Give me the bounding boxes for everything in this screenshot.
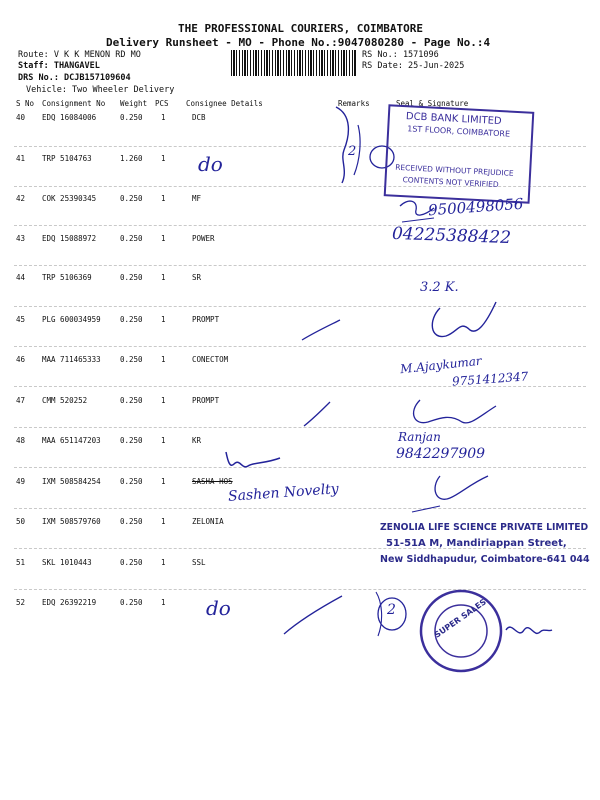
cell-pcs: 1 [161, 355, 166, 364]
signature [300, 300, 500, 350]
cell-weight: 0.250 [120, 598, 143, 607]
handwritten-phone: 9751412347 [451, 369, 529, 389]
cell-sno: 40 [16, 113, 26, 122]
stamp-line: DCB BANK LIMITED [405, 111, 502, 128]
col-consignee: Consignee Details [186, 99, 263, 108]
table-row [0, 273, 600, 283]
cell-sno: 49 [16, 477, 26, 486]
cell-consignee: DCB [192, 113, 206, 122]
zelonia-stamp-line: ZENOLIA LIFE SCIENCE PRIVATE LIMITED [380, 522, 589, 533]
handwritten-name: Ranjan [398, 430, 441, 444]
cell-sno: 46 [16, 355, 26, 364]
signature [224, 444, 284, 472]
cell-sno: 50 [16, 517, 26, 526]
row-divider [14, 265, 586, 266]
cell-pcs: 1 [161, 558, 166, 567]
row-divider [14, 225, 586, 226]
cell-sno: 52 [16, 598, 26, 607]
cell-pcs: 1 [161, 154, 166, 163]
handwritten-name: M.Ajaykumar [399, 353, 483, 377]
cell-consignee: SR [192, 273, 202, 282]
dcb-bank-stamp [384, 104, 535, 204]
cell-pcs: 1 [161, 477, 166, 486]
cell-weight: 0.250 [120, 315, 143, 324]
cell-weight: 0.250 [120, 113, 143, 122]
col-consignment: Consignment No [42, 99, 106, 108]
cell-consignee: PROMPT [192, 315, 220, 324]
cell-consignment: EDQ 26392219 [42, 598, 97, 607]
cell-sno: 45 [16, 315, 26, 324]
cell-pcs: 1 [161, 194, 166, 203]
route-label: Route: V K K MENON RD MO [18, 50, 141, 60]
cell-consignee: CONECTOM [192, 355, 229, 364]
cell-sno: 47 [16, 396, 26, 405]
col-seal: Seal & Signature [396, 99, 469, 108]
col-remarks: Remarks [338, 99, 370, 108]
cell-consignee: POWER [192, 234, 215, 243]
cell-consignee: PROMPT [192, 396, 220, 405]
company-title: THE PROFESSIONAL COURIERS, COIMBATORE [178, 22, 424, 35]
cell-weight: 0.250 [120, 194, 143, 203]
staff-label: Staff: THANGAVEL [18, 61, 100, 71]
handwritten-phone: 04225388422 [391, 223, 512, 249]
cell-pcs: 1 [161, 517, 166, 526]
vehicle-label: Vehicle: Two Wheeler Delivery [26, 85, 175, 95]
round-company-seal [418, 588, 504, 674]
remarks-circle-number: 2 [387, 602, 396, 618]
cell-weight: 0.250 [120, 436, 143, 445]
cell-sno: 51 [16, 558, 26, 567]
cell-consignment: PLG 600034959 [42, 315, 101, 324]
cell-weight: 0.250 [120, 355, 143, 364]
cell-consignment: MAA 651147203 [42, 436, 101, 445]
cell-weight: 1.260 [120, 154, 143, 163]
cell-consignee: ZELONIA [192, 517, 224, 526]
table-row [0, 436, 600, 446]
round-stamp-text: SUPER SALES [432, 597, 488, 640]
cell-consignee: SASHA HOS [192, 477, 233, 486]
cell-consignment: TRP 5104763 [42, 154, 92, 163]
cell-pcs: 1 [161, 234, 166, 243]
zelonia-stamp-line: 51-51A M, Mandiriappan Street, [386, 538, 567, 549]
row-divider [14, 467, 586, 468]
cell-weight: 0.250 [120, 396, 143, 405]
handwritten-ditto: do [198, 152, 223, 176]
drs-number: DRS No.: DCJB157109604 [18, 73, 131, 83]
zelonia-stamp-line: New Siddhapudur, Coimbatore-641 044 [380, 554, 590, 565]
cell-consignee: MF [192, 194, 202, 203]
row-divider [14, 386, 586, 387]
handwritten-phone: 9842297909 [396, 446, 486, 462]
rs-number: RS No.: 1571096 [362, 50, 439, 60]
barcode [231, 50, 356, 76]
cell-weight: 0.250 [120, 477, 143, 486]
cell-sno: 48 [16, 436, 26, 445]
stamp-line: CONTENTS NOT VERIFIED [402, 175, 499, 190]
cell-weight: 0.250 [120, 558, 143, 567]
handwritten-ditto: do [206, 596, 231, 620]
cell-consignment: MAA 711465333 [42, 355, 101, 364]
table-row [0, 355, 600, 365]
handwritten-phone: 9500498056 [427, 194, 524, 220]
cell-consignment: CMM 520252 [42, 396, 88, 405]
cell-consignee: SSL [192, 558, 206, 567]
col-weight: Weight [120, 99, 148, 108]
cell-pcs: 1 [161, 315, 166, 324]
cell-consignment: IXM 508584254 [42, 477, 101, 486]
cell-consignment: EDQ 16084006 [42, 113, 97, 122]
cell-weight: 0.250 [120, 273, 143, 282]
cell-consignment: SKL 1010443 [42, 558, 92, 567]
cell-weight: 0.250 [120, 517, 143, 526]
cell-sno: 42 [16, 194, 26, 203]
handwritten-note: 3.2 K. [420, 280, 459, 295]
cell-sno: 43 [16, 234, 26, 243]
row-divider [14, 508, 586, 509]
handwritten-note: Sashen Novelty [227, 481, 340, 505]
signature [300, 396, 500, 430]
cell-consignment: IXM 508579760 [42, 517, 101, 526]
signature [410, 474, 490, 514]
cell-pcs: 1 [161, 273, 166, 282]
stamp-line: 1ST FLOOR, COIMBATORE [407, 124, 511, 139]
cell-pcs: 1 [161, 396, 166, 405]
signature [398, 196, 438, 226]
cell-sno: 41 [16, 154, 26, 163]
col-pcs: PCS [155, 99, 169, 108]
cell-consignment: COK 25390345 [42, 194, 97, 203]
cell-sno: 44 [16, 273, 26, 282]
cell-weight: 0.250 [120, 234, 143, 243]
remarks-circle-number: 2 [348, 144, 357, 159]
runsheet-subtitle: Delivery Runsheet - MO - Phone No.:9047080280 - Page No.:4 [106, 36, 491, 49]
stamp-line: RECEIVED WITHOUT PREJUDICE [394, 162, 514, 178]
rs-date: RS Date: 25-Jun-2025 [362, 61, 465, 71]
cell-consignment: TRP 5106369 [42, 273, 92, 282]
cell-pcs: 1 [161, 113, 166, 122]
col-sno: S No [16, 99, 35, 108]
cell-pcs: 1 [161, 598, 166, 607]
cell-pcs: 1 [161, 436, 166, 445]
signature [504, 618, 554, 642]
cell-consignee: KR [192, 436, 202, 445]
cell-consignment: EDQ 15088972 [42, 234, 97, 243]
